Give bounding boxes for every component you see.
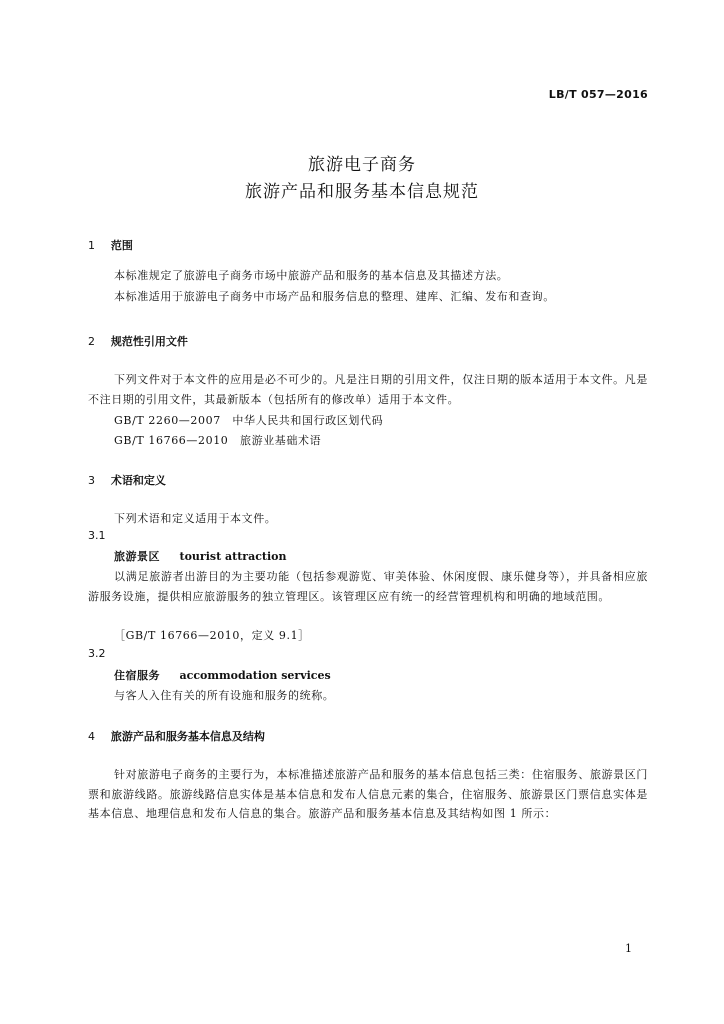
normative-reference-1: GB/T 2260—2007 中华人民共和国行政区划代码 [114,414,384,427]
term-3-1-number: 3.1 [88,529,106,542]
term-chinese: 旅游景区 [114,550,160,563]
section-4-heading [88,728,265,744]
section-number: 3 [88,474,95,487]
normative-reference-2: GB/T 16766—2010 旅游业基础术语 [114,434,322,447]
term-english: tourist attraction [179,550,287,563]
section-title: 范围 [110,239,133,252]
term-3-2 [114,667,331,683]
section-title: 旅游产品和服务基本信息及结构 [110,730,265,743]
term-3-1-definition: 以满足旅游者出游目的为主要功能（包括参观游览、审美体验、休闲度假、康乐健身等），并具备相应旅游服务设施，提供相应旅游服务的独立管理区。该管理区应有统一的经营管理机构和明确的地域范围。 [88,570,648,603]
title-line-1: 旅游电子商务 [308,155,416,175]
section-3-heading [88,472,166,488]
term-3-2-number: 3.2 [88,647,106,660]
term-3-1-source: ［GB/T 16766—2010，定义 9.1］ [114,629,310,642]
section-1-paragraph-1: 本标准规定了旅游电子商务市场中旅游产品和服务的基本信息及其描述方法。 [114,269,509,282]
title-line-2: 旅游产品和服务基本信息规范 [245,182,479,202]
page-number: 1 [625,942,632,955]
section-3-intro: 下列术语和定义适用于本文件。 [114,512,277,525]
section-number: 1 [88,239,95,252]
section-2-paragraph: 下列文件对于本文件的应用是必不可少的。凡是注日期的引用文件，仅注日期的版本适用于本文件。凡是不注日期的引用文件，其最新版本（包括所有的修改单）适用于本文件。 [88,373,648,406]
section-title: 术语和定义 [110,474,166,487]
section-1-paragraph-2: 本标准适用于旅游电子商务中市场产品和服务信息的整理、建库、汇编、发布和查询。 [114,290,555,303]
section-1-heading [88,237,133,253]
standard-code: LB/T 057—2016 [548,88,648,101]
term-chinese: 住宿服务 [114,669,160,682]
section-number: 4 [88,730,95,743]
term-english: accommodation services [179,669,331,682]
section-4-paragraph: 针对旅游电子商务的主要行为，本标准描述旅游产品和服务的基本信息包括三类：住宿服务、旅游景区门票和旅游线路。旅游线路信息实体是基本信息和发布人信息元素的集合，住宿服务、旅游景区门票信息实体是基本信息、地理信息和发布人信息的集合。旅游产品和服务基本信息及其结构如图 1 所示： [88,768,648,820]
term-3-2-definition: 与客人入住有关的所有设施和服务的统称。 [114,689,335,702]
section-number: 2 [88,335,95,348]
section-2-heading [88,333,188,349]
term-3-1 [114,548,287,564]
section-title: 规范性引用文件 [110,335,188,348]
